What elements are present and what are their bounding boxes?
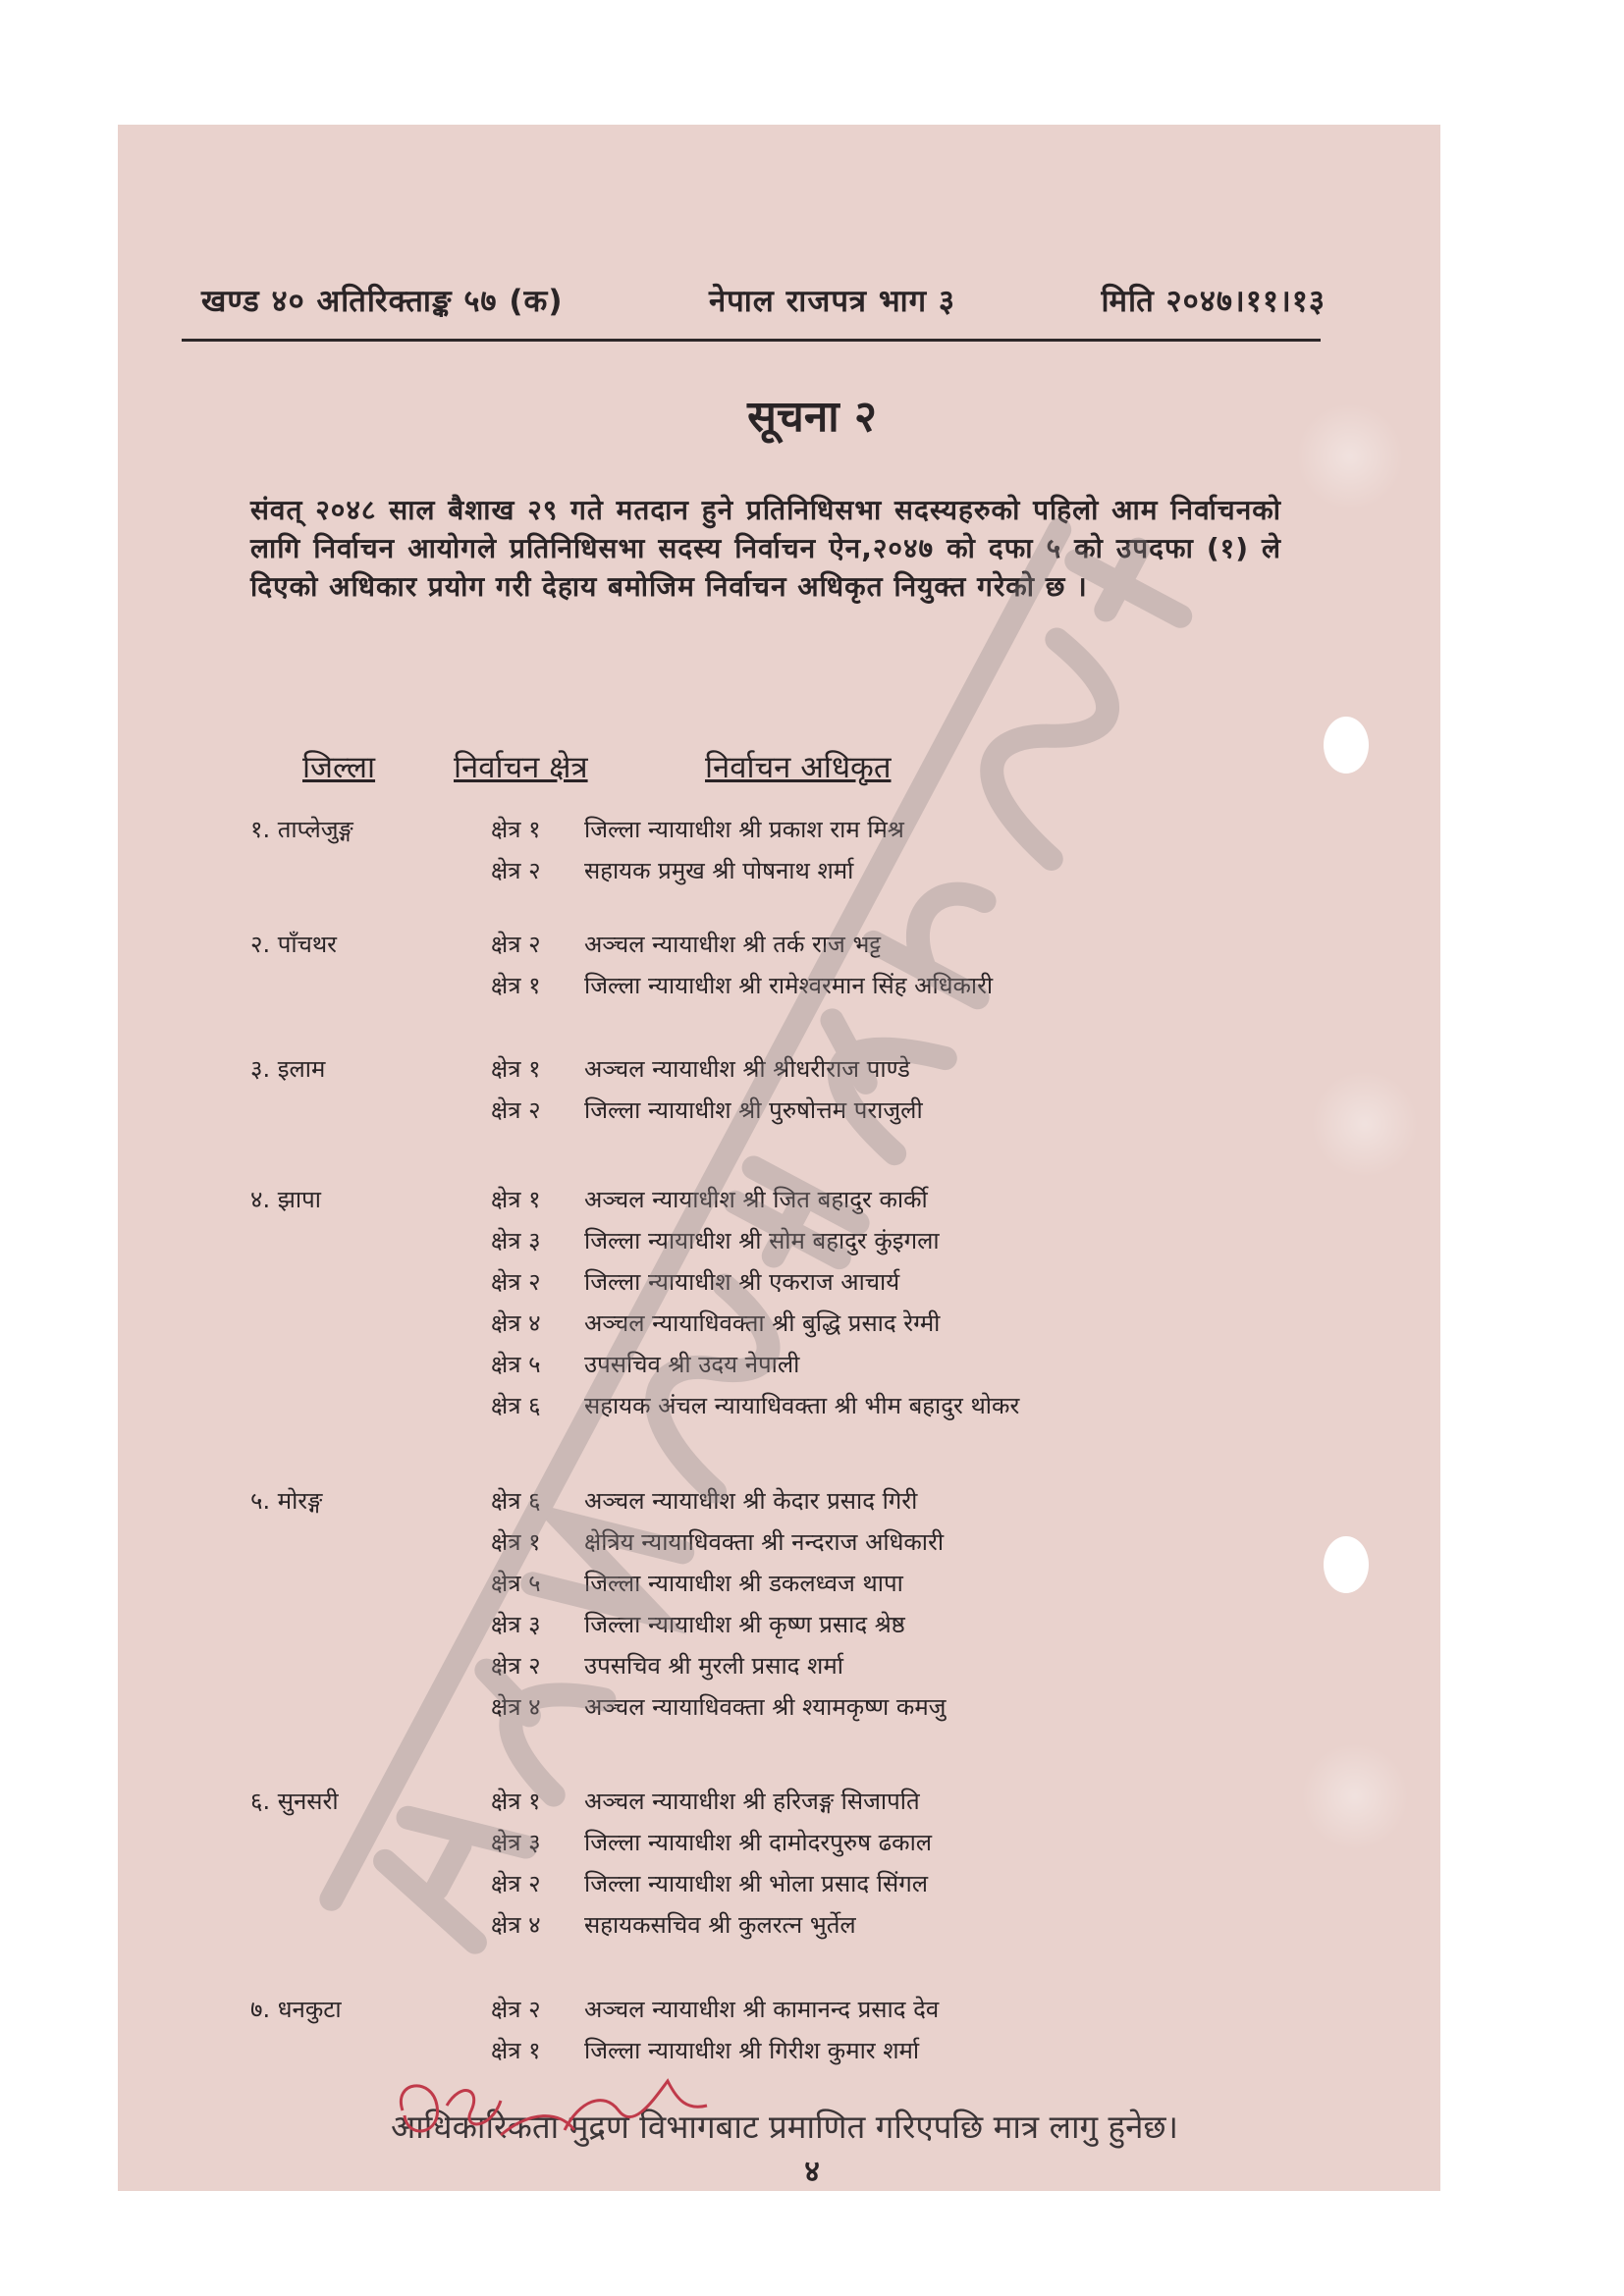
constituency-label: क्षेत्र १ [491, 2037, 541, 2064]
volume-label: खण्ड ४० अतिरिक्ताङ्क ५७ (क) [201, 284, 564, 319]
constituency-label: क्षेत्र २ [491, 1870, 541, 1897]
constituency-label: क्षेत्र १ [491, 972, 541, 999]
constituency-label: क्षेत्र १ [491, 1788, 541, 1815]
constituency-label: क्षेत्र १ [491, 1055, 541, 1083]
constituency-label: क्षेत्र ५ [491, 1351, 541, 1378]
constituency-label: क्षेत्र १ [491, 816, 541, 843]
page-number: ४ [804, 2155, 820, 2189]
authentication-note: आधिकारिकता मुद्रण विभागबाट प्रमाणित गरिएपछि मात्र लागु हुनेछ। [391, 2108, 1179, 2146]
constituency-label: क्षेत्र ६ [491, 1487, 541, 1515]
constituency-label: क्षेत्र २ [491, 1268, 541, 1296]
officer-name: सहायक प्रमुख श्री पोषनाथ शर्मा [584, 857, 854, 884]
officer-name: जिल्ला न्यायाधीश श्री दामोदरपुरुष ढकाल [584, 1829, 933, 1856]
officer-name: अञ्चल न्यायाधीश श्री तर्क राज भट्ट [584, 931, 882, 958]
notice-intro: संवत् २०४८ साल बैशाख २९ गते मतदान हुने प्रतिनिधिसभा सदस्यहरुको पहिलो आम निर्वाचनको लागि निर्वाचन आयोगले प्रतिनिधिसभा सदस्य निर्वाचन ऐन,२०४७ को दफा ५ को उपदफा (१) ले दिएको अधिकार प्रयोग गरी देहाय बमोजिम निर्वाचन अधिकृत नियुक्त गरेको छ । [250, 494, 1281, 603]
constituency-label: क्षेत्र १ [491, 1528, 541, 1556]
district-name: ४. झापा [250, 1186, 321, 1213]
officer-name: उपसचिव श्री उदय नेपाली [584, 1351, 800, 1378]
officer-name: अञ्चल न्यायाधीश श्री श्रीधरीराज पाण्डे [584, 1055, 910, 1083]
constituency-label: क्षेत्र २ [491, 931, 541, 958]
officer-name: सहायक अंचल न्यायाधिवक्ता श्री भीम बहादुर थोकर [584, 1392, 1020, 1419]
district-name: २. पाँचथर [250, 931, 337, 958]
officer-name: जिल्ला न्यायाधीश श्री गिरीश कुमार शर्मा [584, 2037, 920, 2064]
constituency-label: क्षेत्र ३ [491, 1611, 541, 1638]
officer-name: जिल्ला न्यायाधीश श्री रामेश्वरमान सिंह अधिकारी [584, 972, 994, 999]
officer-name: जिल्ला न्यायाधीश श्री एकराज आचार्य [584, 1268, 900, 1296]
constituency-label: क्षेत्र २ [491, 857, 541, 884]
district-name: ३. इलाम [250, 1055, 326, 1083]
officer-name: जिल्ला न्यायाधीश श्री डकलध्वज थापा [584, 1570, 903, 1597]
officer-name: अञ्चल न्यायाधीश श्री जित बहादुर कार्की [584, 1186, 928, 1213]
constituency-label: क्षेत्र २ [491, 1996, 541, 2023]
officer-name: जिल्ला न्यायाधीश श्री कृष्ण प्रसाद श्रेष्ठ [584, 1611, 905, 1638]
constituency-label: क्षेत्र ५ [491, 1570, 541, 1597]
officer-name: क्षेत्रिय न्यायाधिवक्ता श्री नन्दराज अधिकारी [584, 1528, 945, 1556]
officer-name: जिल्ला न्यायाधीश श्री पुरुषोत्तम पराजुली [584, 1096, 923, 1124]
officer-name: अञ्चल न्यायाधीश श्री हरिजङ्ग सिजापति [584, 1788, 920, 1815]
district-name: ५. मोरङ्ग [250, 1487, 323, 1515]
officer-name: सहायकसचिव श्री कुलरत्न भुर्तेल [584, 1911, 856, 1939]
notice-title: सूचना २ [747, 392, 877, 442]
column-header-district: जिल्ला [302, 750, 376, 785]
officer-name: उपसचिव श्री मुरली प्रसाद शर्मा [584, 1652, 843, 1680]
constituency-label: क्षेत्र ६ [491, 1392, 541, 1419]
officer-name: अञ्चल न्यायाधिवक्ता श्री श्यामकृष्ण कमजु [584, 1693, 947, 1721]
constituency-label: क्षेत्र ४ [491, 1309, 541, 1337]
officer-name: जिल्ला न्यायाधीश श्री प्रकाश राम मिश्र [584, 816, 904, 843]
officer-name: अञ्चल न्यायाधीश श्री केदार प्रसाद गिरी [584, 1487, 918, 1515]
officer-name: जिल्ला न्यायाधीश श्री सोम बहादुर कुंइगला [584, 1227, 940, 1255]
officer-name: जिल्ला न्यायाधीश श्री भोला प्रसाद सिंगल [584, 1870, 928, 1897]
column-header-officer: निर्वाचन अधिकृत [705, 750, 892, 785]
constituency-label: क्षेत्र ४ [491, 1693, 541, 1721]
gazette-name: नेपाल राजपत्र भाग ३ [708, 284, 956, 319]
constituency-label: क्षेत्र ३ [491, 1227, 541, 1255]
constituency-label: क्षेत्र १ [491, 1186, 541, 1213]
officer-name: अञ्चल न्यायाधिवक्ता श्री बुद्धि प्रसाद रेग्मी [584, 1309, 941, 1337]
district-name: ७. धनकुटा [250, 1996, 342, 2023]
constituency-label: क्षेत्र २ [491, 1652, 541, 1680]
constituency-label: क्षेत्र ४ [491, 1911, 541, 1939]
district-name: ६. सुनसरी [250, 1788, 339, 1815]
officer-name: अञ्चल न्यायाधीश श्री कामानन्द प्रसाद देव [584, 1996, 940, 2023]
constituency-label: क्षेत्र ३ [491, 1829, 541, 1856]
header-date: मिति २०४७।११।१३ [1101, 284, 1326, 319]
district-name: १. ताप्लेजुङ्ग [250, 816, 353, 843]
column-header-constituency: निर्वाचन क्षेत्र [454, 750, 588, 785]
constituency-label: क्षेत्र २ [491, 1096, 541, 1124]
